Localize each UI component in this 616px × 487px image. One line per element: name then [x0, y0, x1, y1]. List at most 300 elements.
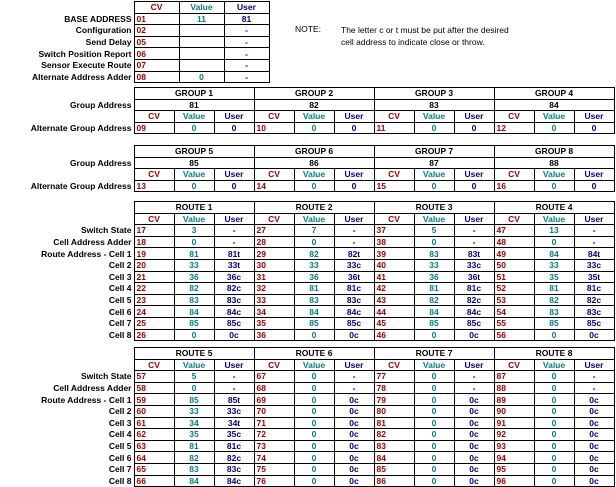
cv-cell: 29	[254, 248, 294, 260]
route-title-row	[0, 202, 614, 214]
route-title: ROUTE 4	[494, 202, 614, 214]
value-cell[interactable]: 0	[414, 382, 454, 394]
user-cell[interactable]: 84t	[574, 248, 614, 260]
user-cell[interactable]: 0c	[574, 329, 614, 341]
route-title: ROUTE 3	[374, 202, 494, 214]
cv-cell: 96	[494, 475, 534, 487]
value-cell[interactable]: 36	[174, 271, 214, 283]
value-cell[interactable]: 35	[534, 271, 574, 283]
value-cell[interactable]: 0	[294, 463, 334, 475]
group-address-value: 87	[374, 157, 494, 169]
route-row	[0, 429, 614, 441]
user-cell[interactable]: 0	[454, 180, 494, 192]
value-cell[interactable]: 5	[174, 371, 214, 383]
value-cell[interactable]: 11	[179, 13, 224, 25]
value-cell[interactable]: 83	[174, 463, 214, 475]
value-header: Value	[174, 169, 214, 181]
cv-cell: 58	[134, 382, 174, 394]
value-cell[interactable]: 84	[534, 248, 574, 260]
user-cell[interactable]: 0c	[334, 475, 374, 487]
value-header: Value	[534, 169, 574, 181]
cv-cell: 47	[494, 225, 534, 237]
value-cell[interactable]: 0	[294, 122, 334, 134]
value-cell[interactable]: 85	[174, 317, 214, 329]
value-cell[interactable]: 81	[174, 248, 214, 260]
value-cell[interactable]: 0	[174, 180, 214, 192]
value-header: Value	[294, 169, 334, 181]
route-title: ROUTE 8	[494, 348, 614, 360]
user-cell[interactable]: 85c	[454, 317, 494, 329]
user-cell[interactable]: 0c	[454, 405, 494, 417]
cv-cell: 63	[134, 440, 174, 452]
user-cell[interactable]: 81	[224, 13, 269, 25]
value-cell[interactable]: 82	[174, 283, 214, 295]
cv-cell: 49	[494, 248, 534, 260]
value-cell[interactable]: 0	[174, 122, 214, 134]
cv-cell: 70	[254, 405, 294, 417]
value-cell[interactable]	[179, 25, 224, 37]
value-cell[interactable]: 0	[414, 463, 454, 475]
user-cell[interactable]: 0c	[574, 394, 614, 406]
user-cell[interactable]: -	[334, 225, 374, 237]
user-cell[interactable]: 36c	[214, 271, 254, 283]
cv-cell: 64	[134, 452, 174, 464]
cv-cell: 16	[494, 180, 534, 192]
user-cell[interactable]: 0c	[574, 440, 614, 452]
user-cell[interactable]: 81c	[214, 440, 254, 452]
value-cell[interactable]: 0	[534, 371, 574, 383]
value-cell[interactable]: 3	[174, 225, 214, 237]
value-cell[interactable]: 0	[414, 417, 454, 429]
user-cell[interactable]: 34t	[214, 417, 254, 429]
row-label: Cell 7	[108, 318, 132, 329]
base-address-table	[0, 1, 270, 83]
value-cell[interactable]: 84	[174, 475, 214, 487]
value-cell[interactable]: 0	[414, 405, 454, 417]
user-cell[interactable]: 83t	[454, 248, 494, 260]
user-cell[interactable]: 0	[574, 180, 614, 192]
user-cell[interactable]: -	[224, 71, 269, 83]
row-label: Cell 3	[108, 271, 132, 282]
user-cell[interactable]: 85t	[214, 394, 254, 406]
user-header: User	[214, 169, 254, 181]
value-cell[interactable]: 81	[294, 283, 334, 295]
cv-header: CV	[254, 359, 294, 371]
value-cell[interactable]: 0	[534, 440, 574, 452]
cv-cell: 74	[254, 452, 294, 464]
value-cell[interactable]: 0	[534, 475, 574, 487]
user-cell[interactable]: 0c	[334, 429, 374, 441]
user-cell[interactable]: 0c	[334, 440, 374, 452]
value-cell[interactable]: 0	[414, 236, 454, 248]
value-cell[interactable]	[179, 36, 224, 48]
cv-cell: 43	[374, 294, 414, 306]
user-cell[interactable]: 0	[334, 122, 374, 134]
user-header: User	[454, 359, 494, 371]
user-cell[interactable]: 81c	[334, 283, 374, 295]
cv-header: CV	[374, 169, 414, 181]
user-cell[interactable]: 35c	[214, 429, 254, 441]
user-cell[interactable]: 33c	[574, 259, 614, 271]
user-cell[interactable]: 0c	[574, 429, 614, 441]
value-cell[interactable]: 0	[294, 440, 334, 452]
user-cell[interactable]: 84c	[214, 475, 254, 487]
user-cell[interactable]: 33c	[454, 259, 494, 271]
value-cell[interactable]: 0	[534, 463, 574, 475]
cv-cell: 65	[134, 463, 174, 475]
value-cell[interactable]: 0	[534, 429, 574, 441]
value-cell[interactable]: 0	[534, 329, 574, 341]
note-line-1: The letter c or t must be put after the desired	[341, 25, 509, 35]
user-cell[interactable]: 33t	[214, 259, 254, 271]
value-cell[interactable]: 34	[174, 417, 214, 429]
cv-cell: 26	[134, 329, 174, 341]
user-cell[interactable]: 33c	[214, 405, 254, 417]
cv-cell: 31	[254, 271, 294, 283]
user-cell[interactable]: 84c	[454, 306, 494, 318]
value-cell[interactable]: 0	[414, 452, 454, 464]
route-row	[0, 417, 614, 429]
cv-cell: 38	[374, 236, 414, 248]
value-cell[interactable]: 0	[294, 405, 334, 417]
value-cell[interactable]: 0	[174, 329, 214, 341]
cv-cell: 86	[374, 475, 414, 487]
user-cell[interactable]: 0c	[454, 452, 494, 464]
user-cell[interactable]: 0c	[454, 394, 494, 406]
user-cell[interactable]: 0c	[454, 440, 494, 452]
user-header: User	[214, 359, 254, 371]
cv-cell: 67	[254, 371, 294, 383]
value-cell[interactable]: 0	[534, 236, 574, 248]
row-label: Switch State	[80, 225, 132, 236]
spacer	[0, 146, 134, 158]
value-cell[interactable]: 0	[414, 394, 454, 406]
user-cell[interactable]: 0c	[454, 417, 494, 429]
value-cell[interactable]: 7	[294, 225, 334, 237]
value-cell[interactable]: 81	[174, 440, 214, 452]
value-cell[interactable]: 33	[174, 405, 214, 417]
cv-cell: 18	[134, 236, 174, 248]
value-cell[interactable]: 83	[294, 294, 334, 306]
value-cell[interactable]: 0	[534, 122, 574, 134]
value-cell[interactable]: 0	[294, 371, 334, 383]
user-cell[interactable]: 83c	[574, 306, 614, 318]
cv-cell: 17	[134, 225, 174, 237]
user-cell[interactable]: 81c	[574, 283, 614, 295]
value-cell[interactable]: 0	[534, 452, 574, 464]
note	[295, 24, 509, 48]
value-cell[interactable]: 0	[294, 429, 334, 441]
base-row-base-address	[0, 13, 269, 25]
user-cell[interactable]: 0c	[574, 452, 614, 464]
value-cell[interactable]: 36	[414, 271, 454, 283]
user-cell[interactable]: 0c	[334, 394, 374, 406]
group-title: GROUP 3	[374, 88, 494, 100]
user-cell[interactable]: -	[334, 382, 374, 394]
cv-cell: 45	[374, 317, 414, 329]
user-header: User	[574, 169, 614, 181]
value-cell[interactable]: 0	[534, 417, 574, 429]
value-cell[interactable]: 0	[414, 329, 454, 341]
base-row-configuration	[0, 25, 269, 37]
value-cell[interactable]: 5	[414, 225, 454, 237]
user-cell[interactable]: 85c	[574, 317, 614, 329]
value-cell[interactable]: 85	[414, 317, 454, 329]
user-cell[interactable]: 82t	[334, 248, 374, 260]
value-cell[interactable]: 33	[414, 259, 454, 271]
user-cell[interactable]: 84c	[334, 306, 374, 318]
value-header: Value	[179, 2, 224, 14]
value-cell[interactable]: 0	[534, 405, 574, 417]
cv-cell: 40	[374, 259, 414, 271]
value-cell[interactable]: 33	[534, 259, 574, 271]
user-cell[interactable]: 0c	[334, 452, 374, 464]
value-cell[interactable]: 0	[534, 394, 574, 406]
value-cell[interactable]: 0	[294, 394, 334, 406]
base-row-switch-position-report	[0, 48, 269, 60]
route-table-2	[0, 347, 615, 487]
value-header: Value	[414, 111, 454, 123]
route-title: ROUTE 5	[134, 348, 254, 360]
user-cell[interactable]: 0	[214, 180, 254, 192]
value-cell[interactable]: 0	[179, 71, 224, 83]
user-cell[interactable]: 81t	[214, 248, 254, 260]
spacer	[0, 359, 134, 371]
row-label: Cell 2	[108, 406, 132, 417]
cv-cell: 60	[134, 405, 174, 417]
cv-cell: 79	[374, 394, 414, 406]
user-cell[interactable]: 35t	[574, 271, 614, 283]
user-cell[interactable]: -	[574, 371, 614, 383]
user-cell[interactable]: -	[334, 371, 374, 383]
value-cell[interactable]: 0	[174, 382, 214, 394]
row-label: Cell 8	[108, 475, 132, 486]
group-address-value: 82	[254, 99, 374, 111]
user-cell[interactable]: 0c	[574, 475, 614, 487]
value-header: Value	[534, 213, 574, 225]
user-cell[interactable]: 36t	[454, 271, 494, 283]
value-cell[interactable]: 0	[294, 475, 334, 487]
cv-cell: 61	[134, 417, 174, 429]
value-cell[interactable]: 0	[534, 382, 574, 394]
group-address-value: 88	[494, 157, 614, 169]
value-cell[interactable]: 0	[174, 236, 214, 248]
user-cell[interactable]: 83c	[334, 294, 374, 306]
user-cell[interactable]: 83c	[214, 463, 254, 475]
user-cell[interactable]: 0	[454, 122, 494, 134]
value-cell[interactable]: 0	[294, 452, 334, 464]
user-cell[interactable]: -	[574, 236, 614, 248]
user-cell[interactable]: 0c	[454, 475, 494, 487]
user-cell[interactable]: 82c	[214, 452, 254, 464]
user-header: User	[224, 2, 269, 14]
user-cell[interactable]: -	[214, 371, 254, 383]
route-row	[0, 294, 614, 306]
value-cell[interactable]: 85	[534, 317, 574, 329]
value-cell[interactable]: 84	[294, 306, 334, 318]
value-header: Value	[534, 359, 574, 371]
row-label: Sensor Execute Route	[41, 60, 132, 71]
user-cell[interactable]: -	[454, 225, 494, 237]
user-cell[interactable]: -	[224, 48, 269, 60]
cv-cell: 76	[254, 475, 294, 487]
cv-header: CV	[134, 111, 174, 123]
user-cell[interactable]: 0	[334, 180, 374, 192]
value-cell[interactable]	[179, 48, 224, 60]
value-cell[interactable]: 82	[414, 294, 454, 306]
route-header-row	[0, 213, 614, 225]
value-cell[interactable]: 84	[414, 306, 454, 318]
cv-cell: 01	[134, 13, 179, 25]
cv-cell: 82	[374, 429, 414, 441]
value-cell[interactable]	[179, 59, 224, 71]
user-cell[interactable]: 36t	[334, 271, 374, 283]
value-cell[interactable]: 0	[414, 371, 454, 383]
user-cell[interactable]: 0c	[334, 463, 374, 475]
value-cell[interactable]: 0	[414, 180, 454, 192]
cv-cell: 69	[254, 394, 294, 406]
value-header: Value	[174, 213, 214, 225]
group-title: GROUP 8	[494, 146, 614, 158]
cv-cell: 54	[494, 306, 534, 318]
row-label: Cell 6	[108, 452, 132, 463]
user-cell[interactable]: 85c	[334, 317, 374, 329]
user-header: User	[334, 213, 374, 225]
row-label: Cell 4	[108, 283, 132, 294]
user-cell[interactable]: 0c	[574, 463, 614, 475]
value-cell[interactable]: 0	[414, 122, 454, 134]
value-cell[interactable]: 84	[174, 306, 214, 318]
value-cell[interactable]: 82	[534, 294, 574, 306]
value-cell[interactable]: 33	[174, 259, 214, 271]
value-cell[interactable]: 82	[294, 248, 334, 260]
value-cell[interactable]: 36	[294, 271, 334, 283]
route-row	[0, 329, 614, 341]
user-cell[interactable]: -	[454, 236, 494, 248]
user-cell[interactable]: -	[574, 382, 614, 394]
value-cell[interactable]: 0	[294, 382, 334, 394]
user-cell[interactable]: -	[334, 236, 374, 248]
user-cell[interactable]: -	[224, 59, 269, 71]
cv-cell: 85	[374, 463, 414, 475]
cv-cell: 93	[494, 440, 534, 452]
user-cell[interactable]: 0c	[334, 329, 374, 341]
route-title: ROUTE 6	[254, 348, 374, 360]
user-cell[interactable]: -	[454, 382, 494, 394]
user-cell[interactable]: 0c	[454, 329, 494, 341]
value-cell[interactable]: 13	[534, 225, 574, 237]
value-cell[interactable]: 0	[414, 440, 454, 452]
user-cell[interactable]: 83c	[214, 294, 254, 306]
user-cell[interactable]: 82c	[214, 283, 254, 295]
user-header: User	[214, 111, 254, 123]
value-cell[interactable]: 82	[174, 452, 214, 464]
user-cell[interactable]: -	[214, 236, 254, 248]
group-table-1	[0, 87, 615, 134]
user-cell[interactable]: 0c	[454, 429, 494, 441]
group-address-value: 83	[374, 99, 494, 111]
group-address-value: 81	[134, 99, 254, 111]
user-cell[interactable]: 0c	[574, 417, 614, 429]
cv-header: CV	[494, 213, 534, 225]
user-cell[interactable]: 33c	[334, 259, 374, 271]
cv-cell: 30	[254, 259, 294, 271]
cv-cell: 88	[494, 382, 534, 394]
row-label: Cell 3	[108, 417, 132, 428]
value-cell[interactable]: 85	[294, 317, 334, 329]
user-header: User	[574, 111, 614, 123]
route-row	[0, 306, 614, 318]
row-label: Configuration	[75, 25, 132, 36]
user-cell[interactable]: -	[574, 225, 614, 237]
value-cell[interactable]: 0	[414, 475, 454, 487]
value-cell[interactable]: 0	[294, 329, 334, 341]
user-cell[interactable]: -	[224, 36, 269, 48]
cv-cell: 34	[254, 306, 294, 318]
value-cell[interactable]: 33	[294, 259, 334, 271]
user-cell[interactable]: 82c	[574, 294, 614, 306]
user-cell[interactable]: 0c	[574, 405, 614, 417]
value-cell[interactable]: 83	[534, 306, 574, 318]
route-row	[0, 394, 614, 406]
cv-cell: 78	[374, 382, 414, 394]
value-cell[interactable]: 85	[174, 394, 214, 406]
user-cell[interactable]: -	[214, 225, 254, 237]
route-title: ROUTE 2	[254, 202, 374, 214]
user-cell[interactable]: 0c	[214, 329, 254, 341]
user-cell[interactable]: -	[214, 382, 254, 394]
value-cell[interactable]: 83	[414, 248, 454, 260]
user-cell[interactable]: 0c	[334, 417, 374, 429]
user-cell[interactable]: 0c	[334, 405, 374, 417]
row-label: Switch State	[80, 371, 132, 382]
cv-cell: 90	[494, 405, 534, 417]
value-cell[interactable]: 83	[174, 294, 214, 306]
user-cell[interactable]: -	[454, 371, 494, 383]
value-cell[interactable]: 0	[294, 417, 334, 429]
value-cell[interactable]: 35	[174, 429, 214, 441]
cv-cell: 19	[134, 248, 174, 260]
row-label: Route Address - Cell 1	[41, 248, 132, 259]
value-cell[interactable]: 0	[414, 429, 454, 441]
user-cell[interactable]: 0	[574, 122, 614, 134]
group-title: GROUP 1	[134, 88, 254, 100]
value-cell[interactable]: 0	[294, 236, 334, 248]
value-cell[interactable]: 0	[294, 180, 334, 192]
value-cell[interactable]: 81	[414, 283, 454, 295]
user-cell[interactable]: 85c	[214, 317, 254, 329]
user-cell[interactable]: 82c	[454, 294, 494, 306]
route-row	[0, 371, 614, 383]
user-cell[interactable]: 84c	[214, 306, 254, 318]
cv-header: CV	[374, 213, 414, 225]
user-cell[interactable]: -	[224, 25, 269, 37]
cv-cell: 84	[374, 452, 414, 464]
user-header: User	[454, 169, 494, 181]
cv-cell: 72	[254, 429, 294, 441]
value-cell[interactable]: 0	[534, 180, 574, 192]
spacer	[0, 111, 134, 123]
user-cell[interactable]: 0c	[454, 463, 494, 475]
value-cell[interactable]: 81	[534, 283, 574, 295]
value-header: Value	[294, 213, 334, 225]
cv-cell: 28	[254, 236, 294, 248]
user-cell[interactable]: 81c	[454, 283, 494, 295]
cv-cell: 06	[134, 48, 179, 60]
cv-cell: 53	[494, 294, 534, 306]
user-cell[interactable]: 0	[214, 122, 254, 134]
user-header: User	[574, 213, 614, 225]
